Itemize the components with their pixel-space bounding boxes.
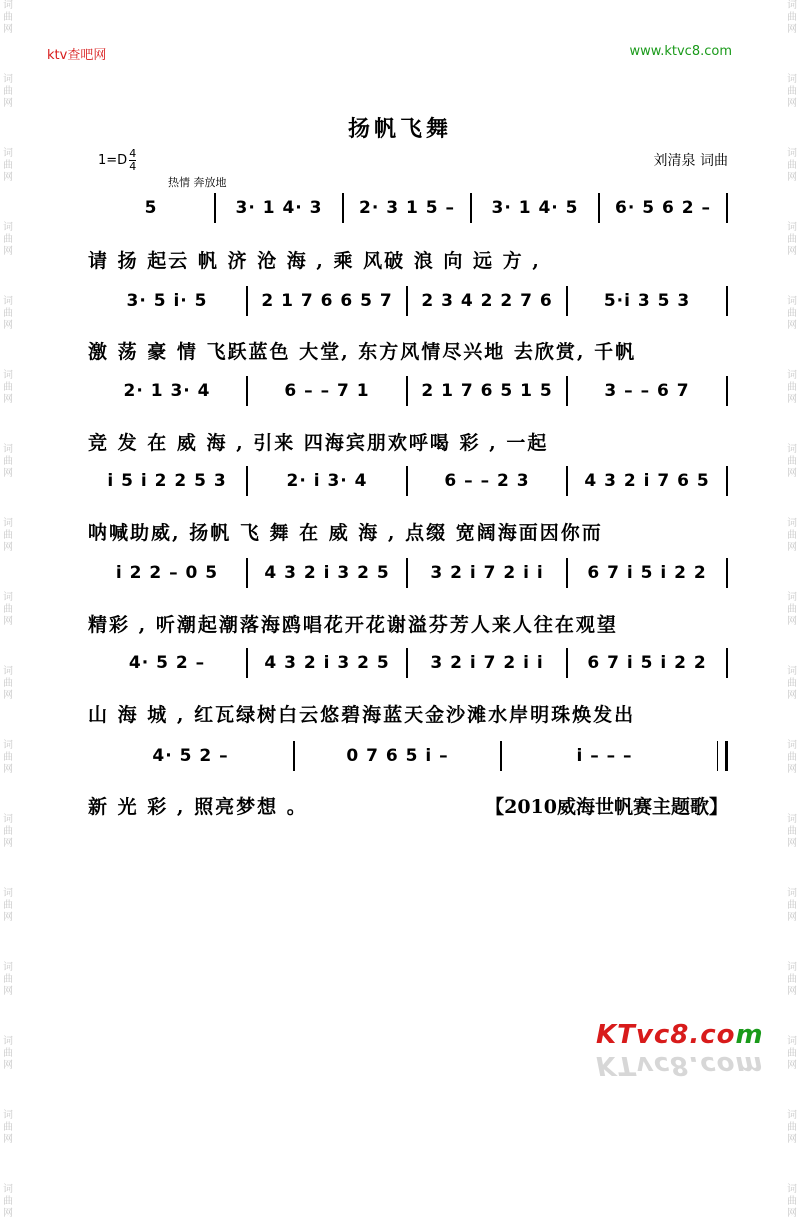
lyric-line [88,518,728,545]
lyric-line [88,337,728,364]
watermark-unit [787,740,797,776]
site-url[interactable]: www.ktvc8.com [629,44,732,59]
lyric-line [88,792,728,819]
watermark-unit [3,814,13,850]
watermark-char: 曲 [787,752,797,763]
watermark-char: 网 [3,1134,13,1145]
watermark-char: 网 [787,912,797,923]
watermark-char: 词 [3,0,13,11]
watermark-char: 词 [3,1184,13,1195]
watermark-unit [3,1036,13,1072]
watermark-unit [3,370,13,406]
lyric-text: 激 荡 豪 情 飞跃蓝色 大堂, 东方风情尽兴地 去欣赏, 千帆 [88,341,637,363]
watermark-char: 曲 [787,1122,797,1133]
watermark-char: 曲 [3,382,13,393]
notation-measure: 6 – – 7 1 [284,381,370,401]
watermark-char: 曲 [3,678,13,689]
watermark-char: 网 [787,690,797,701]
notation-measure: i 5 i 2 2 5 3 [107,471,227,491]
watermark-unit [3,74,13,110]
watermark-char: 词 [787,1036,797,1047]
watermark-char: 曲 [3,1048,13,1059]
bar-line [726,376,728,406]
notation-measure: 2· 3 1 5 – [359,198,455,218]
watermark-char: 网 [3,98,13,109]
watermark-char: 网 [3,912,13,923]
lyric-text: 新 光 彩 , 照亮梦想 。 [88,796,308,818]
watermark-char: 词 [3,888,13,899]
watermark-char: 词 [3,962,13,973]
watermark-unit [787,222,797,258]
lyric-line [88,428,728,455]
watermark-char: 网 [787,394,797,405]
bar-line [726,193,728,223]
watermark-char: 词 [787,370,797,381]
watermark-unit [787,1036,797,1072]
watermark-unit [787,1110,797,1146]
watermark-unit [787,148,797,184]
notation-measure: 3 2 i 7 2 i i [430,653,544,673]
notation-measure: 6 – – 2 3 [444,471,530,491]
logo-green-text: m [735,1020,764,1050]
watermark-char: 曲 [3,604,13,615]
watermark-char: 词 [3,74,13,85]
watermark-char: 词 [787,814,797,825]
watermark-char: 曲 [3,308,13,319]
watermark-char: 网 [787,468,797,479]
watermark-char: 词 [787,666,797,677]
watermark-unit [787,296,797,332]
watermark-char: 词 [787,0,797,11]
watermark-unit [787,666,797,702]
watermark-unit [3,1110,13,1146]
notation-measure: 4 3 2 i 7 6 5 [584,471,710,491]
watermark-unit [3,518,13,554]
notation-measure: 2· 1 3· 4 [123,381,211,401]
watermark-char: 词 [787,962,797,973]
watermark-char: 网 [787,764,797,775]
watermark-char: 网 [3,24,13,35]
site-logo-reflection: KTvc8.com [596,1050,764,1080]
watermark-char: 网 [3,172,13,183]
watermark-char: 网 [3,394,13,405]
right-watermark-strip [784,0,800,1219]
final-double-bar [717,741,728,771]
watermark-char: 曲 [787,1196,797,1207]
watermark-char: 词 [787,444,797,455]
watermark-char: 曲 [787,678,797,689]
watermark-char: 曲 [787,456,797,467]
watermark-char: 曲 [3,1196,13,1207]
watermark-char: 曲 [787,900,797,911]
watermark-char: 曲 [787,12,797,23]
notation-measure: 6· 5 6 2 – [615,198,711,218]
time-signature-bottom: 4 [129,160,137,173]
watermark-char: 曲 [787,86,797,97]
tempo-marking: 热情 奔放地 [168,176,227,189]
watermark-char: 曲 [3,826,13,837]
notation-measure: 0 7 6 5 i – [346,746,449,766]
song-subtitle: 【2010威海世帆赛主题歌】 [485,796,728,818]
bar-line [726,648,728,678]
watermark-char: 词 [3,148,13,159]
watermark-char: 词 [3,444,13,455]
watermark-char: 曲 [787,160,797,171]
watermark-char: 词 [3,370,13,381]
watermark-unit [3,222,13,258]
watermark-char: 曲 [3,900,13,911]
watermark-char: 网 [787,1208,797,1219]
notation-measure: i 2 2 – 0 5 [115,563,219,583]
notation-measure: 2 1 7 6 5 1 5 [421,381,553,401]
notation-measure: 5·i 3 5 3 [603,291,691,311]
watermark-char: 网 [787,838,797,849]
song-title: 扬帆飞舞 [347,117,452,142]
watermark-char: 词 [3,592,13,603]
lyric-text: 山 海 城 , 红瓦绿树白云悠碧海蓝天金沙滩水岸明珠焕发出 [88,704,636,726]
watermark-unit [3,888,13,924]
watermark-unit [787,518,797,554]
lyric-text: 精彩 , 听潮起潮落海鸥唱花开花谢溢芬芳人来人往在观望 [88,614,618,636]
watermark-char: 曲 [787,974,797,985]
watermark-unit [787,370,797,406]
watermark-unit [3,666,13,702]
lyric-text: 请 扬 起云 帆 济 沧 海 , 乘 风破 浪 向 远 方 , [88,250,541,272]
lyric-text: 竞 发 在 威 海 , 引来 四海宾朋欢呼喝 彩 , 一起 [88,432,549,454]
watermark-unit [787,888,797,924]
time-signature [129,148,136,173]
watermark-char: 网 [3,1208,13,1219]
key-label: 1=D [98,153,128,168]
notation-measure: 3 – – 6 7 [604,381,690,401]
watermark-char: 曲 [3,530,13,541]
watermark-char: 网 [3,1060,13,1071]
watermark-char: 网 [787,1060,797,1071]
left-watermark-strip [0,0,16,1219]
watermark-char: 曲 [3,160,13,171]
watermark-char: 词 [787,1110,797,1121]
watermark-char: 网 [787,320,797,331]
notation-measure: 2 3 4 2 2 7 6 [421,291,553,311]
watermark-char: 词 [3,1036,13,1047]
watermark-char: 网 [3,616,13,627]
watermark-char: 曲 [3,1122,13,1133]
notation-measure: i – – – [576,746,633,766]
watermark-char: 网 [3,320,13,331]
watermark-unit [3,0,13,36]
notation-line [88,741,728,771]
watermark-unit [787,962,797,998]
watermark-char: 网 [787,986,797,997]
notation-line [88,648,728,678]
watermark-char: 曲 [3,752,13,763]
watermark-char: 词 [787,592,797,603]
notation-measure: 3· 1 4· 3 [235,198,323,218]
watermark-char: 词 [787,74,797,85]
notation-measure: 2· i 3· 4 [286,471,368,491]
watermark-char: 网 [787,542,797,553]
watermark-unit [787,1184,797,1220]
watermark-unit [3,592,13,628]
watermark-char: 曲 [787,604,797,615]
watermark-char: 词 [787,740,797,751]
watermark-char: 网 [3,690,13,701]
watermark-char: 网 [3,986,13,997]
lyric-line [88,246,728,273]
lyric-line [88,610,728,637]
watermark-unit [3,740,13,776]
watermark-char: 词 [787,148,797,159]
watermark-char: 词 [787,296,797,307]
watermark-char: 网 [787,616,797,627]
lyric-line [88,700,728,727]
bar-line [726,558,728,588]
watermark-char: 网 [787,98,797,109]
watermark-char: 曲 [3,456,13,467]
watermark-unit [3,962,13,998]
notation-measure: 6 7 i 5 i 2 2 [587,653,707,673]
watermark-char: 曲 [3,974,13,985]
watermark-char: 词 [3,666,13,677]
time-signature-top: 4 [129,147,137,160]
watermark-char: 词 [787,518,797,529]
notation-measure: 3· 1 4· 5 [491,198,579,218]
watermark-char: 词 [787,222,797,233]
watermark-char: 词 [3,740,13,751]
watermark-unit [787,814,797,850]
watermark-char: 网 [3,542,13,553]
watermark-char: 网 [787,24,797,35]
watermark-char: 曲 [787,530,797,541]
watermark-unit [3,1184,13,1220]
notation-measure: 3 2 i 7 2 i i [430,563,544,583]
notation-line [88,376,728,406]
watermark-char: 曲 [787,826,797,837]
notation-measure: 4· 5 2 – [152,746,229,766]
watermark-char: 网 [3,468,13,479]
notation-measure: 3· 5 i· 5 [126,291,208,311]
watermark-char: 词 [787,888,797,899]
watermark-char: 曲 [787,1048,797,1059]
notation-measure: 6 7 i 5 i 2 2 [587,563,707,583]
watermark-char: 曲 [3,234,13,245]
watermark-char: 网 [3,838,13,849]
watermark-char: 网 [787,172,797,183]
watermark-unit [787,0,797,36]
notation-line [88,286,728,316]
watermark-unit [787,592,797,628]
watermark-char: 曲 [3,12,13,23]
notation-measure: 4 3 2 i 3 2 5 [264,653,390,673]
bar-line [726,286,728,316]
watermark-unit [3,148,13,184]
notation-line [88,558,728,588]
watermark-unit [787,74,797,110]
watermark-unit [3,444,13,480]
watermark-char: 词 [3,814,13,825]
watermark-char: 网 [787,1134,797,1145]
notation-measure: 4· 5 2 – [128,653,206,673]
watermark-char: 词 [3,1110,13,1121]
watermark-char: 网 [787,246,797,257]
site-logo[interactable] [596,1020,764,1050]
watermark-unit [3,296,13,332]
site-name[interactable]: ktv查吧网 [47,48,107,63]
notation-line [88,193,728,223]
lyric-text: 呐喊助威, 扬帆 飞 舞 在 威 海 , 点缀 宽阔海面因你而 [88,522,603,544]
watermark-char: 网 [3,246,13,257]
watermark-char: 曲 [787,382,797,393]
watermark-char: 网 [3,764,13,775]
watermark-unit [787,444,797,480]
notation-line [88,466,728,496]
song-authors: 刘清泉 词曲 [653,153,728,169]
watermark-char: 曲 [787,234,797,245]
watermark-char: 词 [787,1184,797,1195]
key-signature [98,148,136,173]
watermark-char: 词 [3,518,13,529]
bar-line [726,466,728,496]
notation-measure: 2 1 7 6 6 5 7 [261,291,393,311]
watermark-char: 词 [3,296,13,307]
notation-measure: 5 [144,198,158,218]
watermark-char: 曲 [787,308,797,319]
watermark-char: 词 [3,222,13,233]
watermark-char: 曲 [3,86,13,97]
notation-measure: 4 3 2 i 3 2 5 [264,563,390,583]
logo-red-text: KTvc8.co [596,1020,736,1050]
